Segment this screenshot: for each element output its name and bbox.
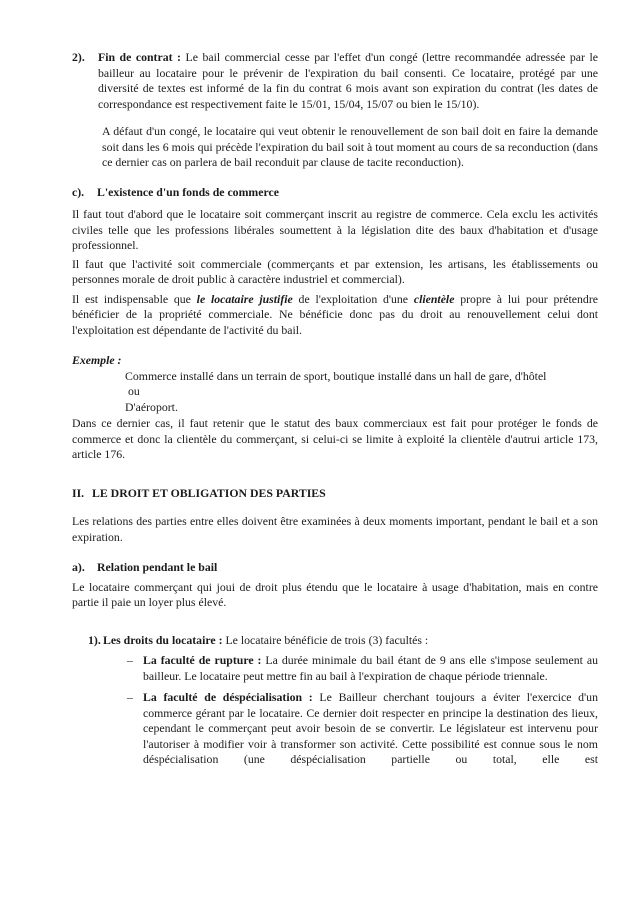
section-a-heading-label: Relation pendant le bail xyxy=(97,560,218,574)
item-1-title: Les droits du locataire : xyxy=(103,632,223,647)
paragraph-activite-commerciale: Il faut que l'activité soit commerciale (commerçants et par extension, les artisans, les établissements ou personnes morale de droit public à caractère industriel et commercial). xyxy=(72,256,598,286)
paragraph-statut-baux: Dans ce dernier cas, il faut retenir que le statut des baux commerciaux est fait pour protéger le fonds de commerce et donc la clientèle du commerçant, si celui-ci se limite à exploité la clientèle d'autrui article 173, article 176. xyxy=(72,416,598,461)
section-ii-heading-label: LE DROIT ET OBLIGATION DES PARTIES xyxy=(92,485,326,500)
item-2-text: Le bail commercial cesse par l'effet d'un congé (lettre recommandée adressée par le bailleur au locataire pour le prévenir de l'expiration du bail consenti. Ce locataire, protégé par une diversité de textes est informé de la fin du contrat 6 mois avant son expiration du contrat (les dates de correspondance est respectivement faite le 15/01, 15/04, 15/07 ou bien le 15/10). xyxy=(98,50,598,111)
example-line-2: ou xyxy=(128,384,140,398)
example-body xyxy=(125,369,598,416)
bullet-rupture-text: La durée minimale du bail étant de 9 ans elle s'impose seulement au bailleur. Le locataire peut mettre fin au bail à l'expiration de chaque période triennale. xyxy=(143,653,598,683)
bullet-faculte-rupture xyxy=(127,653,598,684)
item-2-paragraph-2: A défaut d'un congé, le locataire qui veut obtenir le renouvellement de son bail doit en faire la demande soit dans les 6 mois qui précède l'expiration du bail soit à tout moment au cours de sa reconduction (dans ce dernier cas on parlera de bail reconduit par clause de tacite reconduction). xyxy=(102,124,598,169)
section-ii-heading xyxy=(72,486,598,502)
emphasis-clientele: clientèle xyxy=(413,291,455,306)
list-item-fin-de-contrat xyxy=(72,50,598,112)
bullet-despecialisation-text: Le Bailleur cherchant toujours a éviter l'exercice d'un commerce gérant par le locataire. Ce dernier doit respecter en principe la destination des lieux, cependant le commerçant peut avoir besoin de se convertir. Le législateur est intervenu pour l'autoriser à modifier voir à transformer son activité. Cette possibilité est connue sous le nom déspécialisation (une déspécialisation partielle ou total, elle est xyxy=(143,690,598,766)
paragraph-clientele-seg1: Il est indispensable que xyxy=(72,291,197,306)
bullet-despecialisation-title: La faculté de déspécialisation : xyxy=(143,690,313,704)
paragraph-locataire-commercant: Le locataire commerçant qui joui de droit plus étendu que le locataire à usage d'habitation, mais en contre partie il paie un loyer plus élevé. xyxy=(72,579,598,609)
paragraph-relations-parties: Les relations des parties entre elles doivent être examinées à deux moments important, pendant le bail et a son expiration. xyxy=(72,514,598,544)
bullet-rupture-title: La faculté de rupture : xyxy=(143,653,262,667)
bullet-faculte-despecialisation xyxy=(127,690,598,768)
dash-bullet: – xyxy=(127,653,133,667)
paragraph-clientele-seg3: propre à lui pour prétendre bénéficier de la propriété commerciale. Ne bénéficie donc pas du droit au renouvellement celui dont l'exploitation est dépendante de l'activité du bail. xyxy=(72,291,598,337)
paragraph-clientele-seg2: de l'exploitation d'une xyxy=(292,291,414,306)
section-c-heading-label: L'existence d'un fonds de commerce xyxy=(97,184,279,199)
item-1-marker: 1). xyxy=(88,632,101,647)
item-1-text: Le locataire bénéficie de trois (3) facultés : xyxy=(222,632,429,647)
example-label: Exemple : xyxy=(72,353,122,367)
example-line-3: D'aéroport. xyxy=(125,399,178,414)
item-2-title: Fin de contrat : xyxy=(98,50,181,64)
dash-bullet: – xyxy=(127,690,133,704)
list-item-droits-locataire xyxy=(88,633,598,649)
section-ii-marker: II. xyxy=(72,485,85,500)
example-line-1: Commerce installé dans un terrain de sport, boutique installé dans un hall de gare, d'hôtel xyxy=(125,368,547,383)
section-c-heading xyxy=(72,185,598,201)
example-block xyxy=(72,353,598,415)
section-a-marker: a). xyxy=(72,560,85,574)
emphasis-locataire-justifie: le locataire justifie xyxy=(196,291,293,306)
item-2-marker: 2). xyxy=(72,50,85,64)
section-a-heading xyxy=(72,560,598,576)
paragraph-clientele xyxy=(72,292,598,339)
section-c-marker: c). xyxy=(72,184,85,199)
paragraph-registre-commerce: Il faut tout d'abord que le locataire soit commerçant inscrit au registre de commerce. Cela exclu les activités civiles telle que les professions libérales soumettent à la législation dite des baux d'habitation et d'usage professionnel. xyxy=(72,207,598,252)
